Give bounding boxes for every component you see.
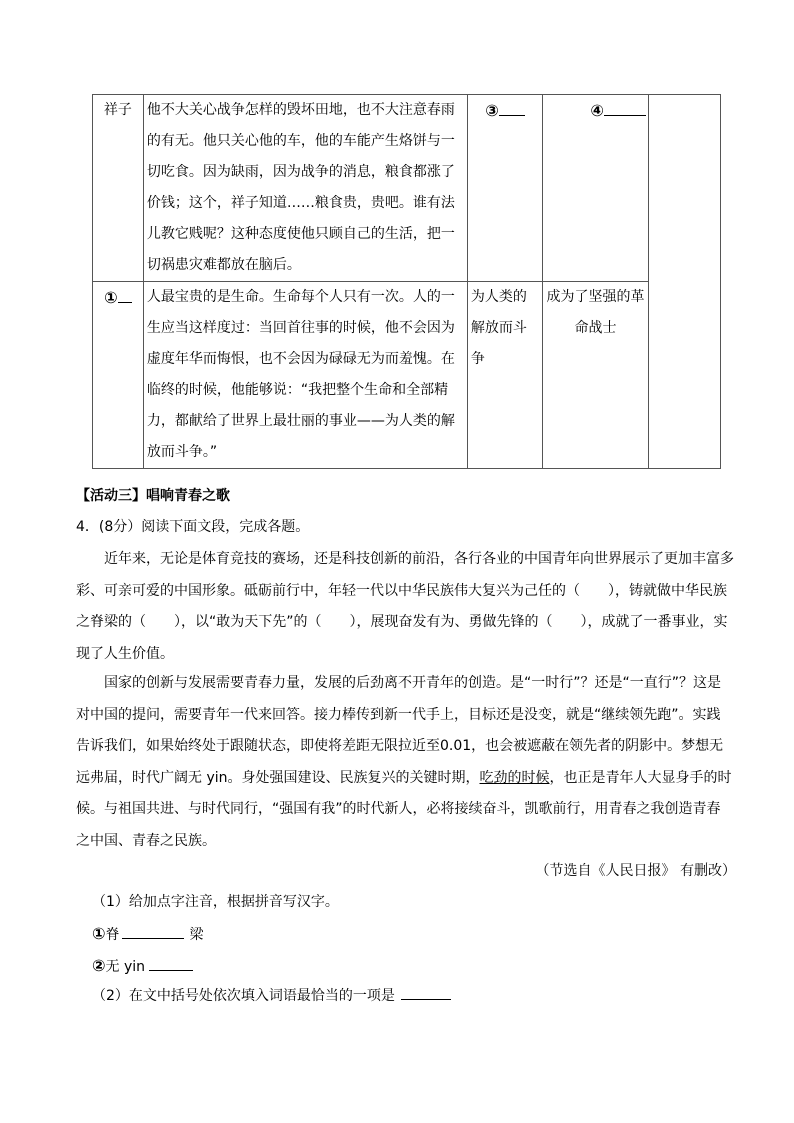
result-text: 成为了坚强的革命战士	[546, 289, 645, 336]
answer-cell-3	[467, 95, 542, 282]
choice-blank[interactable]	[401, 999, 451, 1000]
hanzi-blank[interactable]	[149, 970, 193, 971]
table-row	[93, 282, 721, 469]
item-mark: ①	[92, 924, 106, 943]
goal-text: 为人类的解放而斗争	[470, 289, 527, 367]
answer-blank-4[interactable]	[604, 115, 646, 116]
underlined-phrase: 吃劲的时候	[479, 769, 550, 786]
quote-cell	[143, 95, 467, 282]
pinyin-blank[interactable]	[122, 938, 184, 939]
passage-paragraph-2	[76, 668, 734, 857]
character-table	[92, 94, 721, 469]
blank-mark-1: ①	[104, 288, 118, 307]
dotted-char: 脊	[105, 927, 120, 943]
character-name: 祥子	[103, 102, 132, 118]
sub-question-2-text: （2）在文中括号处依次填入词语最恰当的一项是	[92, 988, 395, 1004]
item-text: 无 yin	[105, 959, 146, 975]
table-row	[93, 95, 721, 282]
answer-blank-3[interactable]	[499, 115, 525, 116]
quote-text: 他不大关心战争怎样的毁坏田地，也不大注意春雨的有无。他只关心他的车，他的车能产生烙饼与一切吃食。因为缺雨，因为战争的消息，粮食都涨了价钱；这个，祥子知道……粮食贵，贵吧。谁有法儿教它贱呢？这种态度使他只顾自己的生活，把一切祸患灾难都放在脑后。	[146, 102, 455, 273]
source-note: （节选自《人民日报》 有删改）	[535, 863, 736, 879]
empty-cell	[648, 95, 720, 469]
character-name-cell	[93, 95, 144, 282]
blank-mark-3: ③	[485, 101, 499, 120]
sub-question-1-item-2	[92, 950, 750, 984]
goal-cell	[467, 282, 542, 469]
result-cell	[543, 282, 649, 469]
passage-text: 国家的创新与发展需要青春力量，发展的后劲离不开青年的创造。是“一时行”？还是“一直行”？这是对中国的提问，需要青年一代来回答。接力棒传到新一代手上，目标还是没变，就是“继续领先跑”。实践告诉我们，如果始终处于跟随状态，即使将差距无限拉近至0.01，也会被遮蔽在领先者的阴影中。梦想无远弗届，时代广阔无 yin。身处强国建设、民族复兴的关键时期，	[76, 675, 724, 786]
sub-question-1-item-1	[92, 918, 750, 952]
sub-question-2	[92, 981, 750, 1013]
blank-mark-4: ④	[590, 101, 604, 120]
quote-text: 人最宝贵的是生命。生命每个人只有一次。人的一生应当这样度过：当回首往事的时候，他不会因为虚度年华而悔恨，也不会因为碌碌无为而羞愧。在临终的时候，他能够说：“我把整个生命和全部精力，都献给了世界上最壮丽的事业——为人类的解放而斗争。”	[146, 289, 455, 460]
quote-cell	[143, 282, 467, 469]
question-stem: 4．(8分）阅读下面文段，完成各题。	[76, 519, 310, 535]
answer-cell-4	[543, 95, 649, 282]
item-mark: ②	[92, 956, 106, 975]
passage-paragraph-1: 近年来，无论是体育竞技的赛场，还是科技创新的前沿，各行各业的中国青年向世界展示了更加丰富多彩、可亲可爱的中国形象。砥砺前行中，年轻一代以中华民族伟大复兴为己任的（ ），铸就做中华民族之脊梁的（ ），以“敢为天下先”的（ ），展现奋发有为、勇做先锋的（ ），成就了一番事业，实现了人生价值。	[76, 551, 734, 662]
character-name-cell	[93, 282, 144, 469]
answer-blank-1[interactable]	[118, 302, 132, 303]
activity-title: 【活动三】唱响青春之歌	[76, 488, 230, 504]
item-char: 梁	[189, 927, 204, 943]
passage-text: ，也正是青年人大显身手的时候。与祖国共进、与时代同行，“强国有我”的时代新人，必将接续奋斗，凯歌前行，用青春之我创造青春之中国、青春之民族。	[76, 769, 732, 849]
sub-question-1: （1）给加点字注音，根据拼音写汉字。	[92, 894, 339, 910]
